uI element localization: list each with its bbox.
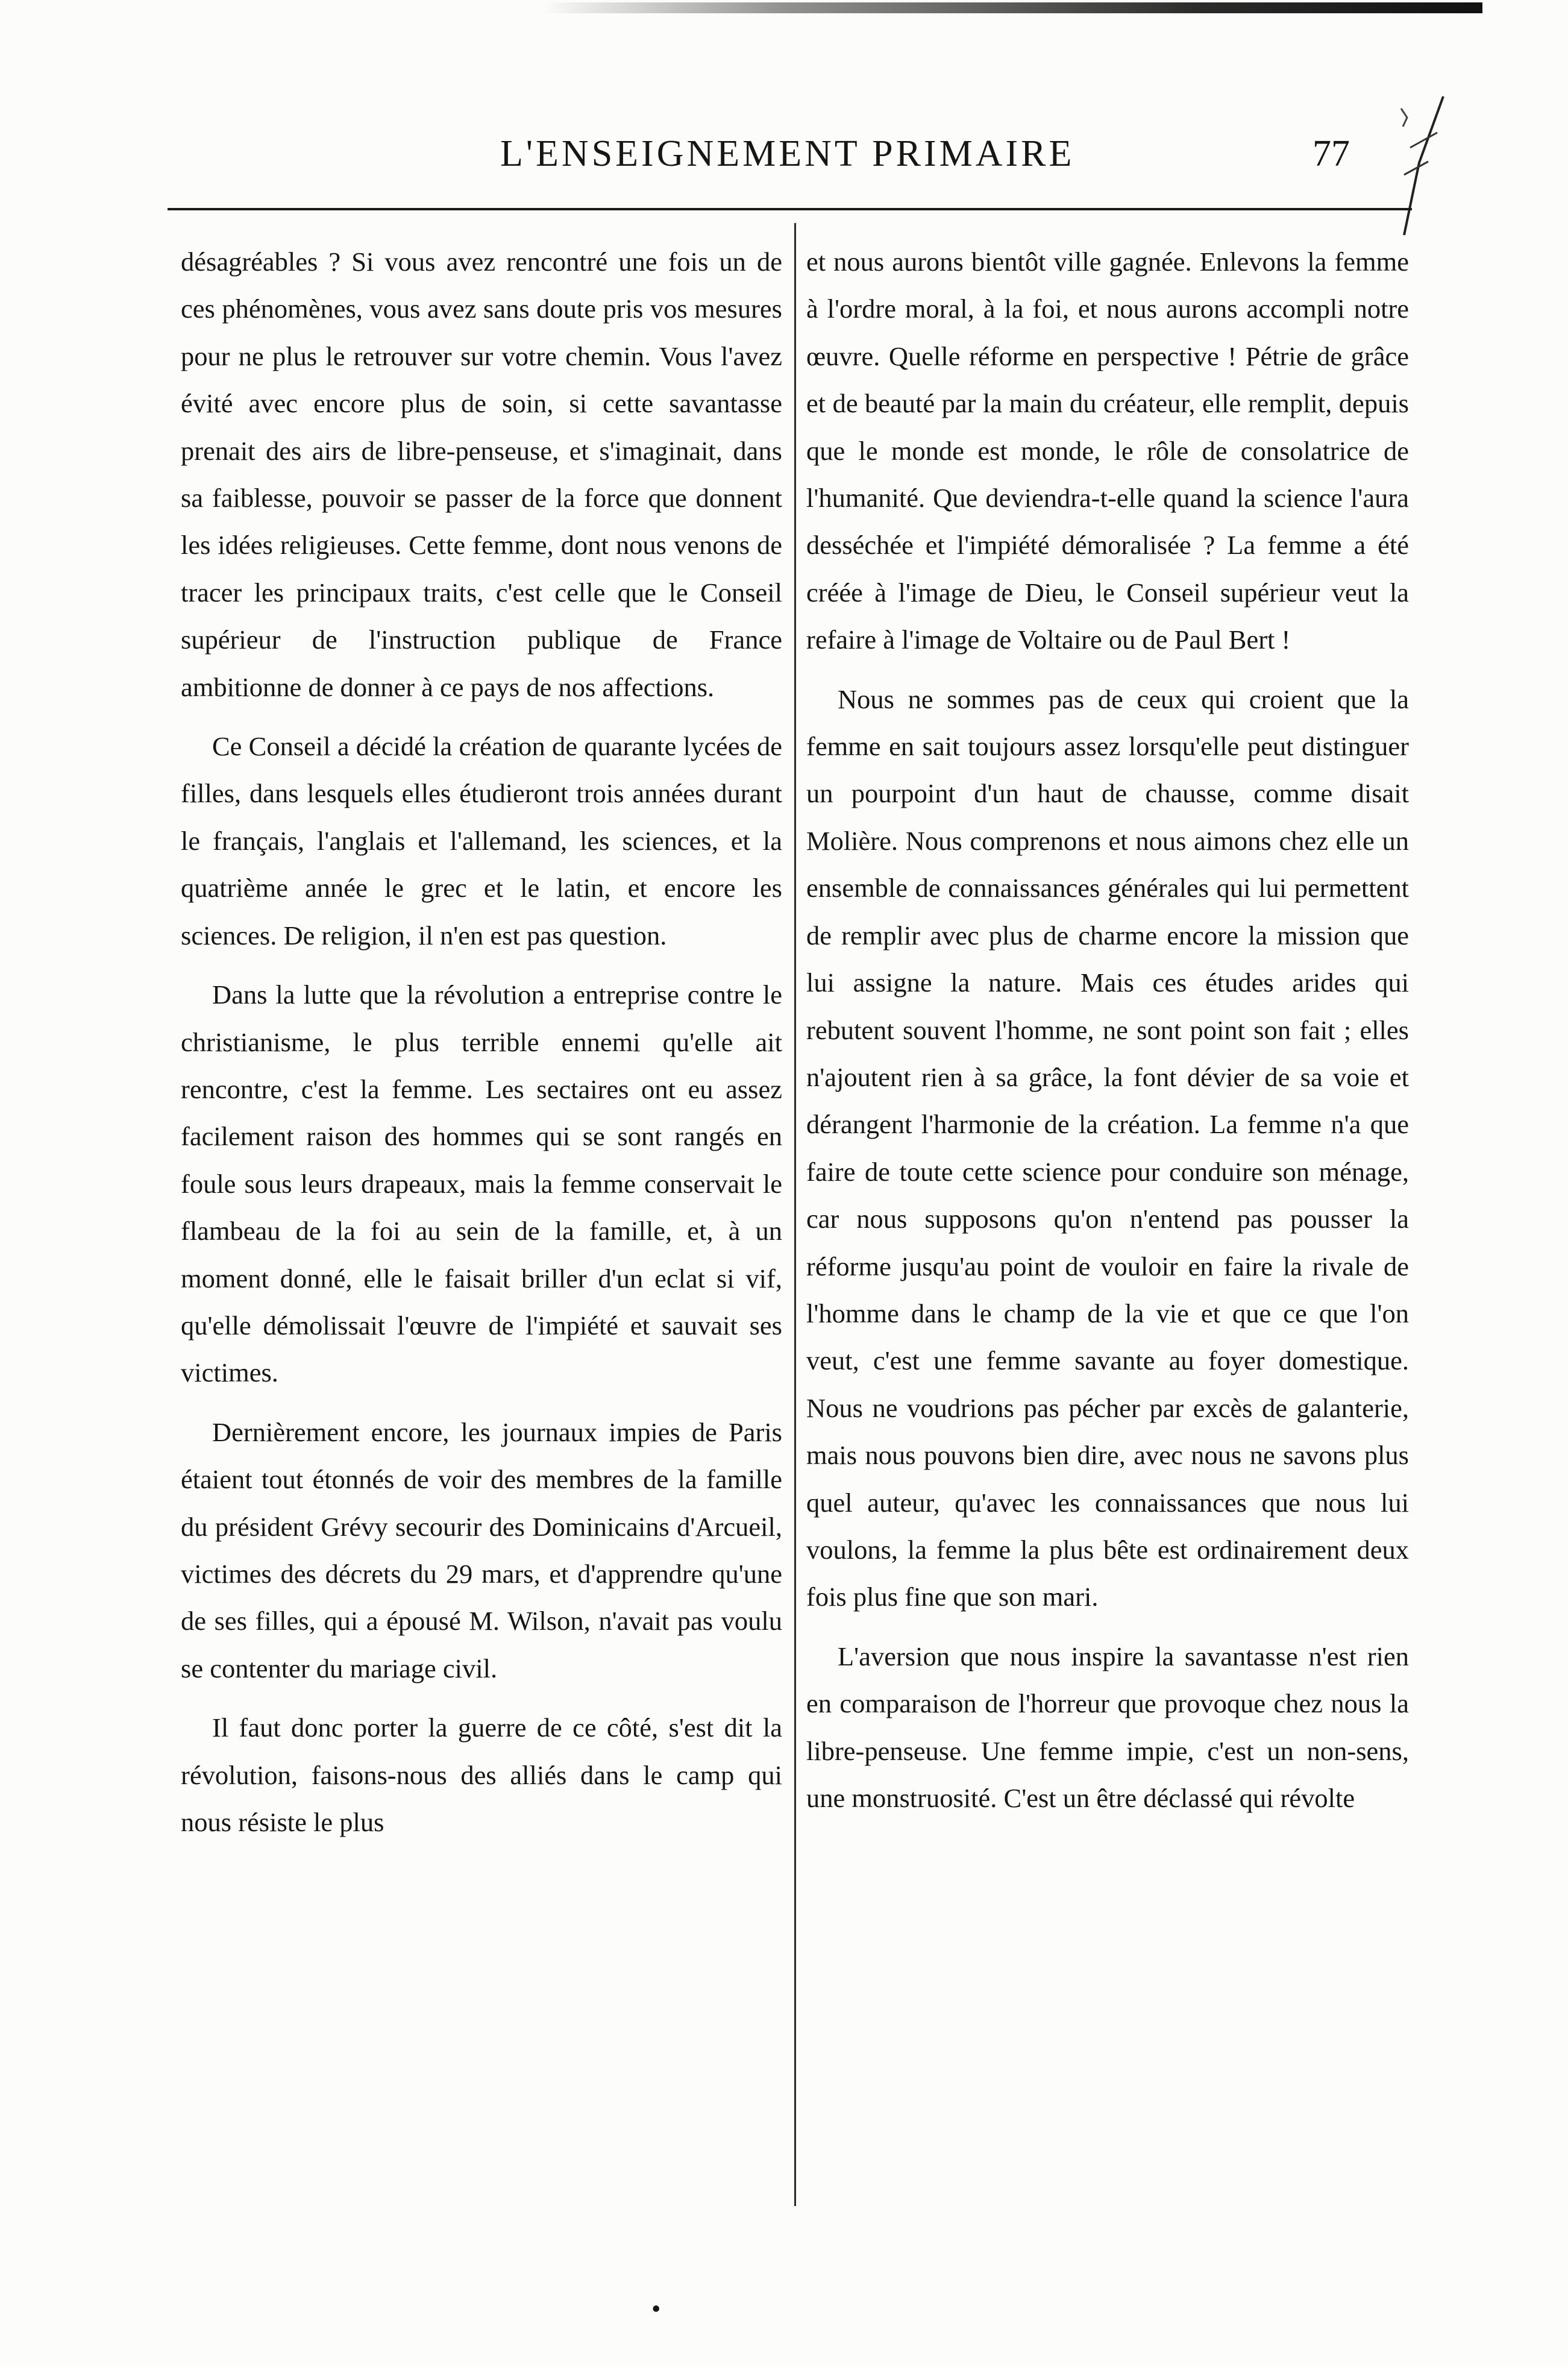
column-divider — [794, 223, 796, 2206]
right-paragraph-1: et nous aurons bientôt ville gagnée. Enlevons la femme à l'ordre moral, à la foi, et nous aurons accompli notre œuvre. Quelle réforme en perspective ! Pétrie de grâce et de beauté par la main du créateur, elle remplit, depuis que le monde est monde, le rôle de consolatrice de l'humanité. Que deviendra-t-elle quand la science l'aura desséchée et l'impiété démoralisée ? La femme a été créée à l'image de Dieu, le Conseil supérieur veut la refaire à l'image de Voltaire ou de Paul Bert ! — [806, 247, 1409, 655]
handwritten-pencil-mark — [1386, 90, 1458, 241]
right-paragraph-3: L'aversion que nous inspire la savantasse n'est rien en comparaison de l'horreur que provoque chez nous la libre-penseuse. Une femme impie, c'est un non-sens, une monstruosité. C'est un être déclassé qui révolte — [806, 1641, 1409, 1813]
left-paragraph-2: Ce Conseil a décidé la création de quarante lycées de filles, dans lesquels elles étudieront trois années durant le français, l'anglais et l'allemand, les sciences, et la quatrième année le grec et le latin, et encore les sciences. De religion, il n'en est pas question. — [181, 731, 782, 951]
left-paragraph-1: désagréables ? Si vous avez rencontré une fois un de ces phénomènes, vous avez sans doute pris vos mesures pour ne plus le retrouver sur votre chemin. Vous l'avez évité avec encore plus de soin, si cette savantasse prenait des airs de libre-penseuse, et s'imaginait, dans sa faiblesse, pouvoir se passer de la force que donnent les idées religieuses. Cette femme, dont nous venons de tracer les principaux traits, c'est celle que le Conseil supérieur de l'instruction publique de France ambitionne de donner à ce pays de nos affections. — [181, 247, 782, 702]
top-edge-rule — [542, 2, 1482, 13]
right-paragraph-2: Nous ne sommes pas de ceux qui croient que la femme en sait toujours assez lorsqu'elle peut distinguer un pourpoint d'un haut de chausse, comme disait Molière. Nous comprenons et nous aimons chez elle un ensemble de connaissances générales qui lui permettent de remplir avec plus de charme encore la mission que lui assigne la nature. Mais ces études arides qui rebutent souvent l'homme, ne sont point son fait ; elles n'ajoutent rien à sa grâce, la font dévier de sa voie et dérangent l'harmonie de la création. La femme n'a que faire de toute cette science pour conduire son ménage, car nous supposons qu'on n'entend pas pousser la réforme jusqu'au point de vouloir en faire la rivale de l'homme dans le champ de la vie et que ce que l'on veut, c'est une femme savante au foyer domestique. Nous ne voudrions pas pécher par excès de galanterie, mais nous pouvons bien dire, avec nous ne savons plus quel auteur, qu'avec les connaissances que nous lui voulons, la femme la plus bête est ordinairement deux fois plus fine que son mari. — [806, 684, 1409, 1612]
running-title: L'ENSEIGNEMENT PRIMAIRE — [500, 133, 1075, 174]
left-paragraph-4: Dernièrement encore, les journaux impies de Paris étaient tout étonnés de voir des membres de la famille du président Grévy secourir des Dominicains d'Arcueil, victimes des décrets du 29 mars, et d'apprendre qu'une de ses filles, qui a épousé M. Wilson, n'avait pas voulu se contenter du mariage civil. — [181, 1416, 782, 1683]
page-number: 77 — [1312, 133, 1350, 174]
left-paragraph-5: Il faut donc porter la guerre de ce côté, s'est dit la révolution, faisons-nous des alliés dans le camp qui nous résiste le plus — [181, 1712, 782, 1837]
left-paragraph-3: Dans la lutte que la révolution a entreprise contre le christianisme, le plus terrible ennemi qu'elle ait rencontre, c'est la femme. Les sectaires ont eu assez facilement raison des hommes qui se sont rangés en foule sous leurs drapeaux, mais la femme conservait le flambeau de la foi au sein de la famille, et, à un moment donné, elle le faisait briller d'un eclat si vif, qu'elle démolissait l'œuvre de l'impiété et sauvait ses victimes. — [181, 979, 782, 1388]
right-column — [806, 238, 1409, 1834]
left-column — [181, 238, 782, 1858]
page-header — [0, 133, 1568, 199]
footer-dot: • — [651, 2294, 661, 2324]
header-rule — [168, 208, 1412, 210]
